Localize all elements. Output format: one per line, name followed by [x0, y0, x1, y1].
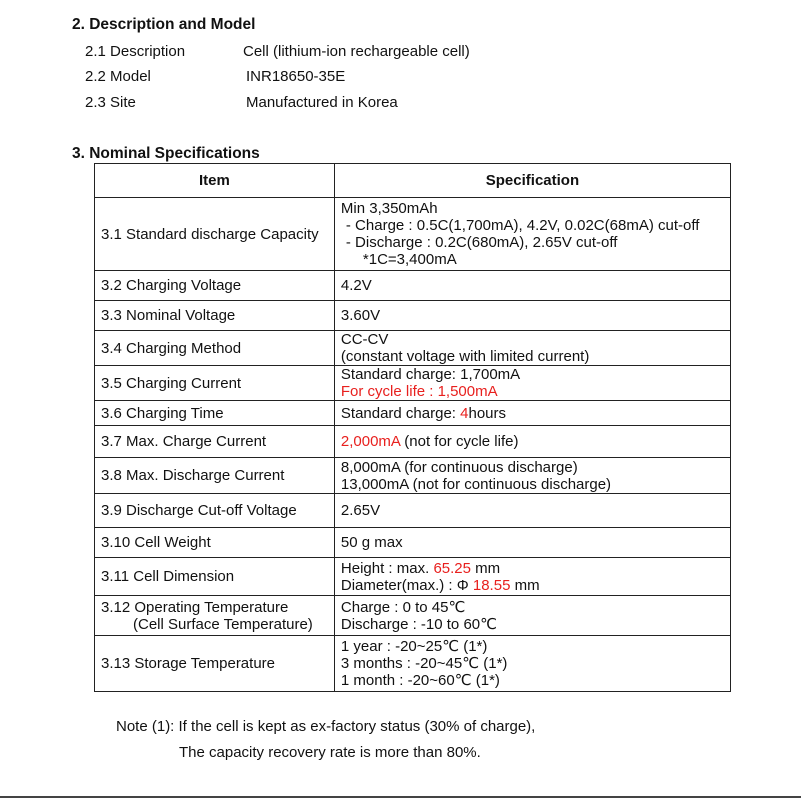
table-row: [95, 331, 731, 366]
item-label: 3.8 Max. Discharge Current: [101, 467, 285, 484]
section-2-title: 2. Description and Model: [72, 16, 256, 33]
nominal-specifications-table: [94, 163, 731, 692]
specification-line: [341, 577, 724, 594]
item-label: 3.13 Storage Temperature: [101, 655, 276, 672]
item-label: 3.5 Charging Current: [101, 374, 242, 392]
specification-text: 50 g max: [340, 534, 403, 551]
highlighted-value: 2,000mA: [340, 433, 401, 450]
specification-line: [341, 277, 724, 294]
item-cell: [95, 301, 335, 331]
highlighted-value: 4: [460, 404, 469, 422]
specification-cell: [334, 558, 730, 596]
description-value: Cell (lithium-ion rechargeable cell): [243, 43, 470, 60]
specification-line: [341, 217, 724, 234]
specification-cell: [334, 494, 730, 528]
item-cell: [95, 528, 335, 558]
specification-line: [341, 366, 724, 383]
table-row: [95, 401, 731, 426]
specification-text: *1C=3,400mA: [362, 251, 457, 268]
item-cell: [95, 426, 335, 458]
specification-cell: [334, 301, 730, 331]
model-value: INR18650-35E: [246, 68, 346, 85]
table-row: [95, 636, 731, 692]
specification-cell: [334, 458, 730, 494]
specification-cell: [334, 596, 730, 636]
specification-line: [341, 200, 724, 217]
item-cell: [95, 331, 335, 366]
specification-text: hours: [468, 404, 507, 422]
specification-cell: [334, 271, 730, 301]
specification-text: Charge : 0 to 45℃: [340, 598, 466, 616]
table-row: [95, 528, 731, 558]
description-label: 2.1 Description: [85, 43, 186, 60]
table-row: [95, 366, 731, 401]
model-label: 2.2 Model: [85, 68, 151, 85]
specification-line: [341, 616, 724, 633]
specification-line: [341, 560, 724, 577]
specification-cell: [334, 636, 730, 692]
item-label: 3.11 Cell Dimension: [101, 568, 235, 585]
item-label: 3.9 Discharge Cut-off Voltage: [101, 502, 297, 519]
specification-line: [341, 433, 724, 450]
table-row: [95, 271, 731, 301]
table-row: [95, 494, 731, 528]
specification-text: (not for cycle life): [400, 433, 519, 450]
specification-text: 13,000mA (not for continuous discharge): [340, 475, 612, 493]
item-cell: [95, 458, 335, 494]
specification-text: Standard charge:: [340, 404, 461, 422]
specification-cell: [334, 331, 730, 366]
specification-text: CC-CV: [340, 331, 389, 348]
specification-line: [341, 459, 724, 476]
section-3-title: 3. Nominal Specifications: [72, 145, 260, 162]
specification-text: - Charge : 0.5C(1,700mA), 4.2V, 0.02C(68mA) cut-off: [345, 217, 700, 234]
specification-text: 4.2V: [340, 277, 372, 294]
specification-text: mm: [510, 576, 540, 594]
item-cell: [95, 494, 335, 528]
table-row: [95, 596, 731, 636]
item-label: 3.7 Max. Charge Current: [101, 433, 267, 450]
site-value: Manufactured in Korea: [246, 94, 398, 111]
specification-text: Diameter(max.) : Φ: [340, 576, 473, 594]
item-label: 3.10 Cell Weight: [101, 534, 211, 551]
item-label: 3.4 Charging Method: [101, 339, 242, 357]
specification-cell: [334, 426, 730, 458]
item-cell: [95, 558, 335, 596]
table-body: [95, 198, 731, 692]
specification-text: 2.65V: [340, 502, 381, 519]
table-row: [95, 458, 731, 494]
specification-line: [341, 383, 724, 400]
item-cell: [95, 596, 335, 636]
specification-text: Height : max.: [340, 559, 434, 577]
table-header-row: [95, 164, 731, 198]
specification-line: [341, 502, 724, 519]
specification-line: [341, 251, 724, 268]
item-label: 3.6 Charging Time: [101, 404, 224, 422]
specification-line: [341, 331, 724, 348]
table-row: [95, 301, 731, 331]
specification-cell: [334, 366, 730, 401]
specification-line: [341, 405, 724, 422]
specification-line: [341, 307, 724, 324]
item-label: 3.3 Nominal Voltage: [101, 307, 236, 324]
item-cell: [95, 271, 335, 301]
specification-text: 3.60V: [340, 307, 381, 324]
note-line-1: Note (1): If the cell is kept as ex-factory status (30% of charge),: [116, 718, 536, 735]
highlighted-value: For cycle life : 1,500mA: [340, 383, 498, 400]
item-cell: [95, 636, 335, 692]
specification-text: 3 months : -20~45℃ (1*): [340, 655, 508, 672]
item-cell: [95, 198, 335, 271]
specification-text: 8,000mA (for continuous discharge): [340, 458, 578, 476]
specification-line: [341, 638, 724, 655]
specification-line: [341, 348, 724, 365]
item-label: 3.2 Charging Voltage: [101, 277, 242, 294]
specification-text: Discharge : -10 to 60℃: [340, 615, 497, 633]
specification-line: [341, 655, 724, 672]
highlighted-value: 18.55: [472, 576, 511, 594]
specification-text: Min 3,350mAh: [340, 200, 438, 217]
specification-line: [341, 534, 724, 551]
note-line-2: The capacity recovery rate is more than 80%.: [179, 744, 481, 761]
specification-text: 1 year : -20~25℃ (1*): [340, 638, 488, 655]
item-header: Item: [95, 164, 335, 198]
specification-cell: [334, 401, 730, 426]
table-row: [95, 426, 731, 458]
item-cell: [95, 366, 335, 401]
specification-text: 1 month : -20~60℃ (1*): [340, 672, 500, 689]
specification-text: - Discharge : 0.2C(680mA), 2.65V cut-off: [345, 234, 618, 251]
specification-text: (constant voltage with limited current): [340, 348, 590, 365]
specification-text: Standard charge: 1,700mA: [340, 366, 521, 383]
item-label: 3.12 Operating Temperature: [101, 598, 289, 616]
item-label: (Cell Surface Temperature): [133, 615, 313, 633]
specification-line: [341, 599, 724, 616]
table-row: [95, 198, 731, 271]
item-label: 3.1 Standard discharge Capacity: [101, 225, 319, 243]
specification-cell: [334, 198, 730, 271]
highlighted-value: 65.25: [433, 559, 471, 577]
table-row: [95, 558, 731, 596]
specification-cell: [334, 528, 730, 558]
site-label: 2.3 Site: [85, 94, 136, 111]
specification-line: [341, 476, 724, 493]
specification-text: mm: [470, 559, 501, 577]
specification-line: [341, 234, 724, 251]
specification-header: Specification: [334, 164, 730, 198]
specification-line: [341, 672, 724, 689]
bottom-divider: [0, 796, 801, 798]
item-cell: [95, 401, 335, 426]
